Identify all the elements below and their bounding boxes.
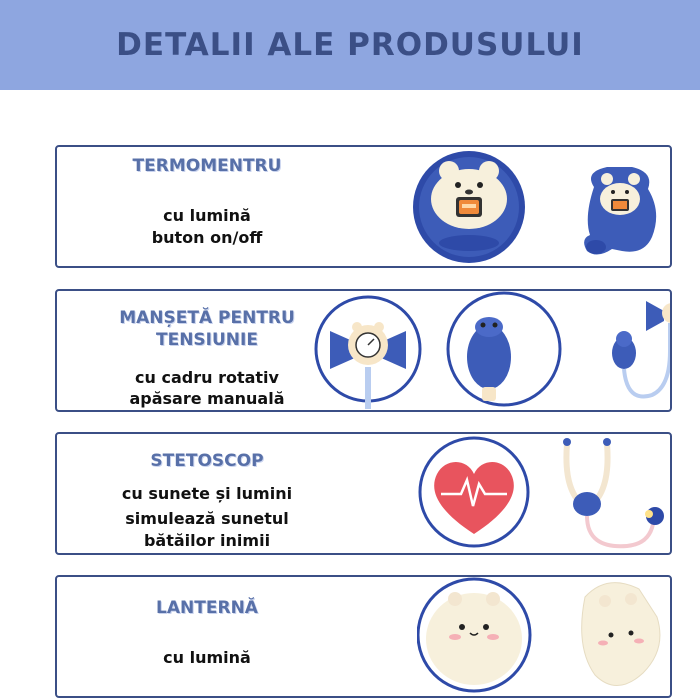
stethoscope-illustration — [417, 434, 672, 554]
card-desc-line: simulează sunetul — [125, 509, 289, 528]
stethoscope-icon — [563, 438, 664, 546]
cuff-illustration — [312, 291, 672, 411]
heart-icon — [420, 438, 528, 546]
card-desc-line: cu sunete și lumini — [121, 484, 293, 503]
product-card-thermometer — [55, 145, 672, 268]
card-desc-line: cu lumină — [163, 648, 251, 667]
card-desc-line: buton on/off — [151, 228, 263, 247]
card-text-area — [57, 577, 357, 696]
card-desc-line: bătăilor inimii — [143, 531, 271, 550]
card-text-area — [57, 434, 357, 553]
page-title: DETALII ALE PRODUSULUI — [116, 27, 584, 63]
cuff-tube-icon — [612, 301, 672, 397]
card-desc-line: cu lumină — [163, 206, 251, 225]
card-title: LANTERNĂ — [156, 598, 258, 618]
card-title: TENSIUNIE — [156, 330, 258, 350]
thermometer-face-icon — [413, 151, 525, 263]
product-card-blood-pressure-cuff — [55, 289, 672, 412]
product-card-stethoscope — [55, 432, 672, 555]
flashlight-illustration — [417, 577, 672, 698]
card-title: TERMOMENTRU — [132, 156, 282, 176]
flashlight-face-icon — [418, 579, 530, 691]
thermometer-illustration — [412, 147, 672, 267]
flashlight-icon — [582, 583, 660, 686]
pressure-gauge-icon — [316, 297, 420, 409]
card-text-area — [57, 147, 357, 266]
handheld-thermometer-icon — [584, 167, 656, 255]
card-desc-line: apăsare manuală — [129, 389, 285, 408]
card-title: STETOSCOP — [150, 451, 264, 471]
product-card-flashlight — [55, 575, 672, 698]
pressure-bulb-icon — [448, 293, 560, 405]
header-banner — [0, 0, 700, 90]
card-title: MANȘETĂ PENTRU — [119, 308, 295, 328]
card-desc-line: cu cadru rotativ — [135, 368, 279, 387]
